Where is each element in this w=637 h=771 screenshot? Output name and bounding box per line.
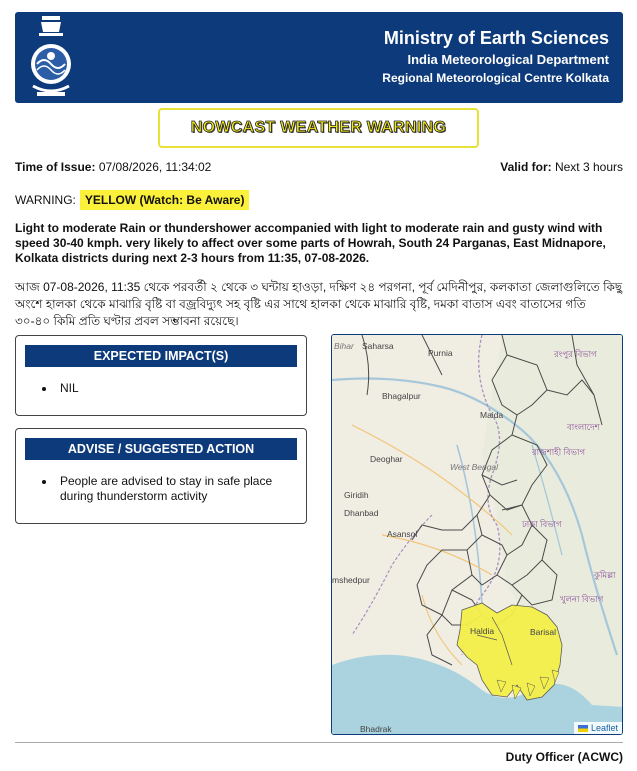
issue-value: 07/08/2026, 11:34:02	[98, 160, 212, 174]
nowcast-banner	[158, 108, 479, 148]
map-label-saharsa: Saharsa	[362, 341, 394, 351]
department-title: India Meteorological Department	[407, 52, 609, 67]
duty-officer: Duty Officer (ACWC)	[505, 750, 623, 764]
impact-title: EXPECTED IMPACT(S)	[25, 345, 297, 367]
header-bar	[15, 12, 623, 103]
warning-badge: YELLOW (Watch: Be Aware)	[80, 190, 250, 210]
map-label-rangpur: রংপুর বিভাগ	[554, 349, 597, 359]
map-label-asansol: Asansol	[387, 529, 418, 539]
list-item: • NIL	[56, 381, 306, 396]
centre-title: Regional Meteorological Centre Kolkata	[382, 71, 609, 85]
map-canvas[interactable]	[332, 335, 623, 735]
map-label-west-bengal: West Bengal	[450, 462, 499, 472]
advise-box	[15, 428, 307, 524]
expected-impact-box	[15, 335, 307, 416]
map-label-bhagalpur: Bhagalpur	[382, 391, 421, 401]
advise-list	[56, 474, 306, 504]
map-label-jamshedpur: mshedpur	[332, 575, 370, 585]
valid-value: Next 3 hours	[554, 160, 623, 174]
list-item: • People are advised to stay in safe place during thunderstorm activity	[56, 474, 306, 504]
map-label-bihar: Bihar	[334, 341, 354, 351]
impact-list	[56, 381, 306, 396]
leaflet-link[interactable]: Leaflet	[590, 723, 618, 733]
map-label-haldia: Haldia	[470, 626, 495, 636]
map-label-comilla: কুমিল্লা	[594, 570, 616, 580]
valid-for	[500, 160, 623, 174]
warning-label: WARNING:	[15, 193, 76, 207]
map-label-maida: Maida	[480, 410, 504, 420]
map-label-khulna: খুলনা বিভাগ	[560, 594, 604, 604]
footer-divider	[15, 742, 623, 743]
valid-label: Valid for:	[500, 160, 552, 174]
map-label-dhanbad: Dhanbad	[344, 508, 379, 518]
map-attribution[interactable]	[574, 722, 622, 734]
warning-level	[15, 190, 249, 210]
advise-title: ADVISE / SUGGESTED ACTION	[25, 438, 297, 460]
map-label-bhadrak: Bhadrak	[360, 724, 392, 734]
map-label-barisal: Barisal	[530, 627, 556, 637]
warning-map[interactable]	[331, 334, 623, 735]
map-label-giridih: Giridih	[344, 490, 369, 500]
time-of-issue	[15, 160, 211, 174]
issue-label: Time of Issue:	[15, 160, 96, 174]
ministry-title: Ministry of Earth Sciences	[383, 28, 609, 48]
message-bengali: আজ 07-08-2026, 11:35 থেকে পরবর্তী ২ থেকে ৩ ঘন্টায় হাওড়া, দক্ষিণ ২৪ পরগনা, পূর্ব মেদিনীপুর, কলকাতা জেলাগুলিতে কিছু অংশে হালকা থেকে মাঝারি বৃষ্টি বা বজ্রবিদ্যুৎ সহ বৃষ্টি এর সাথে হালকা থেকে মাঝারি বৃষ্টি, দমকা বাতাস এবং বাতাসের গতি ৩০-৪০ কিমি প্রতি ঘণ্টার প্রবল সম্ভাবনা রয়েছে।	[15, 280, 623, 328]
map-label-purnia: Purnia	[428, 348, 453, 358]
message-english: Light to moderate Rain or thundershower accompanied with light to moderate rain and gusty wind with speed 30-40 kmph. very likely to affect over some parts of Howrah, South 24 Parganas, East Midnapore, Kolkata districts during next 2-3 hours from 11:35, 07-08-2026.	[15, 221, 606, 265]
banner-title: NOWCAST WEATHER WARNING	[190, 119, 447, 136]
map-label-rajshahi: রাজশাহী বিভাগ	[532, 447, 586, 457]
map-label-deoghar: Deoghar	[370, 454, 403, 464]
ukraine-flag-icon	[578, 725, 588, 732]
imd-emblem-icon	[27, 16, 75, 100]
map-label-dhaka: ঢাকা বিভাগ	[522, 519, 562, 529]
map-label-bangladesh: বাংলাদেশ	[567, 422, 600, 432]
